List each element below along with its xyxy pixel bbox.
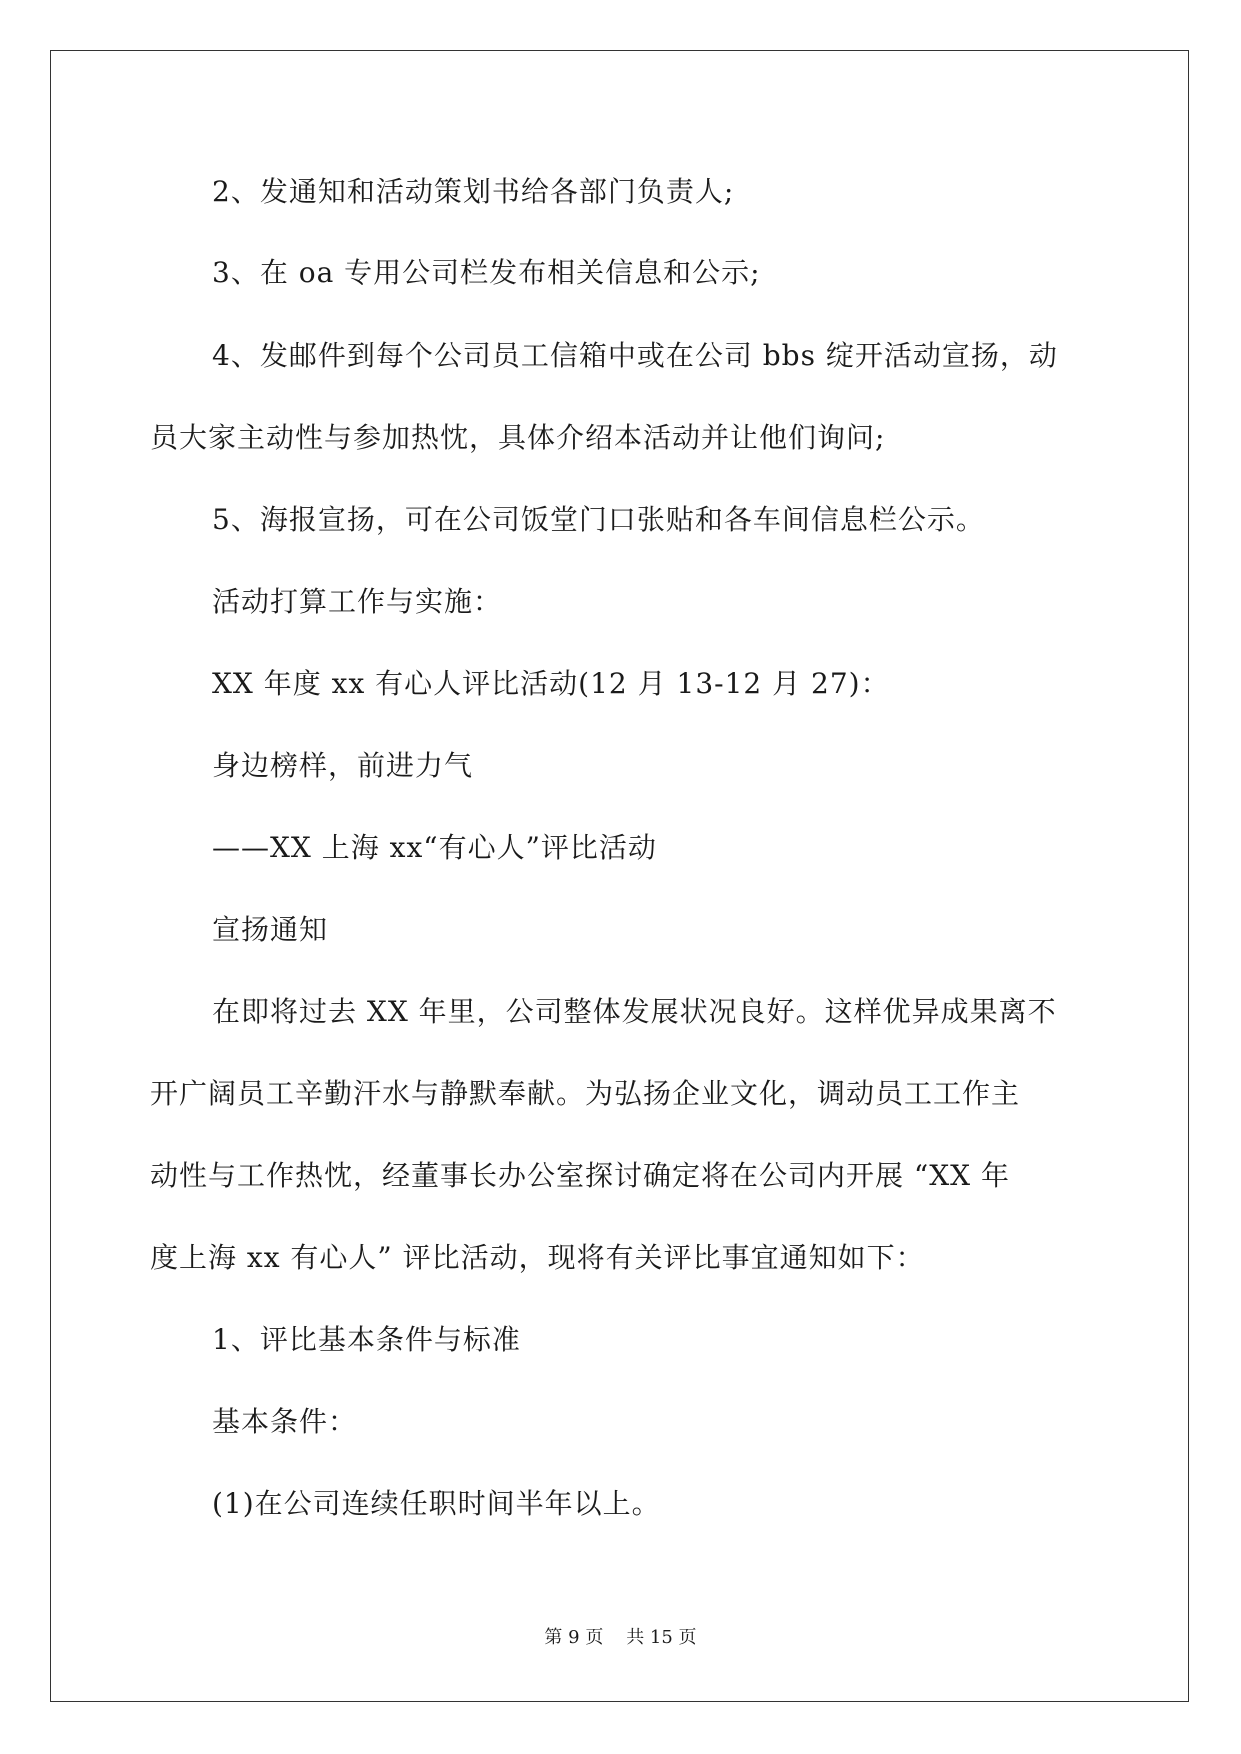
text-line: 度上海 xx 有心人” 评比活动，现将有关评比事宜通知如下： (150, 1241, 925, 1274)
text-line: 在即将过去 XX 年里，公司整体发展状况良好。这样优异成果离不 (212, 995, 1057, 1028)
page-border (50, 50, 1189, 1702)
text-line: 3、在 oa 专用公司栏发布相关信息和公示; (212, 256, 761, 289)
text-line: 5、海报宣扬，可在公司饭堂门口张贴和各车间信息栏公示。 (212, 503, 985, 536)
text-line: 动性与工作热忱，经董事长办公室探讨确定将在公司内开展 “XX 年 (150, 1159, 1010, 1192)
text-line: 开广阔员工辛勤汗水与静默奉献。为弘扬企业文化，调动员工工作主 (150, 1077, 1021, 1110)
text-line: (1)在公司连续任职时间半年以上。 (212, 1487, 661, 1520)
text-line: 宣扬通知 (212, 913, 329, 946)
text-line: ——XX 上海 xx“有心人”评比活动 (212, 831, 657, 864)
text-line: 1、评比基本条件与标准 (212, 1323, 521, 1356)
text-line: 活动打算工作与实施： (212, 585, 503, 618)
text-line: XX 年度 xx 有心人评比活动(12 月 13-12 月 27)： (212, 667, 890, 700)
text-line: 4、发邮件到每个公司员工信箱中或在公司 bbs 绽开活动宣扬，动 (212, 339, 1058, 372)
text-line: 2、发通知和活动策划书给各部门负责人; (212, 175, 735, 208)
text-line: 员大家主动性与参加热忱，具体介绍本活动并让他们询问; (150, 421, 886, 454)
text-line: 身边榜样，前进力气 (212, 749, 474, 782)
text-line: 基本条件： (212, 1405, 358, 1438)
page-number: 第 9 页 共 15 页 (544, 1627, 697, 1648)
